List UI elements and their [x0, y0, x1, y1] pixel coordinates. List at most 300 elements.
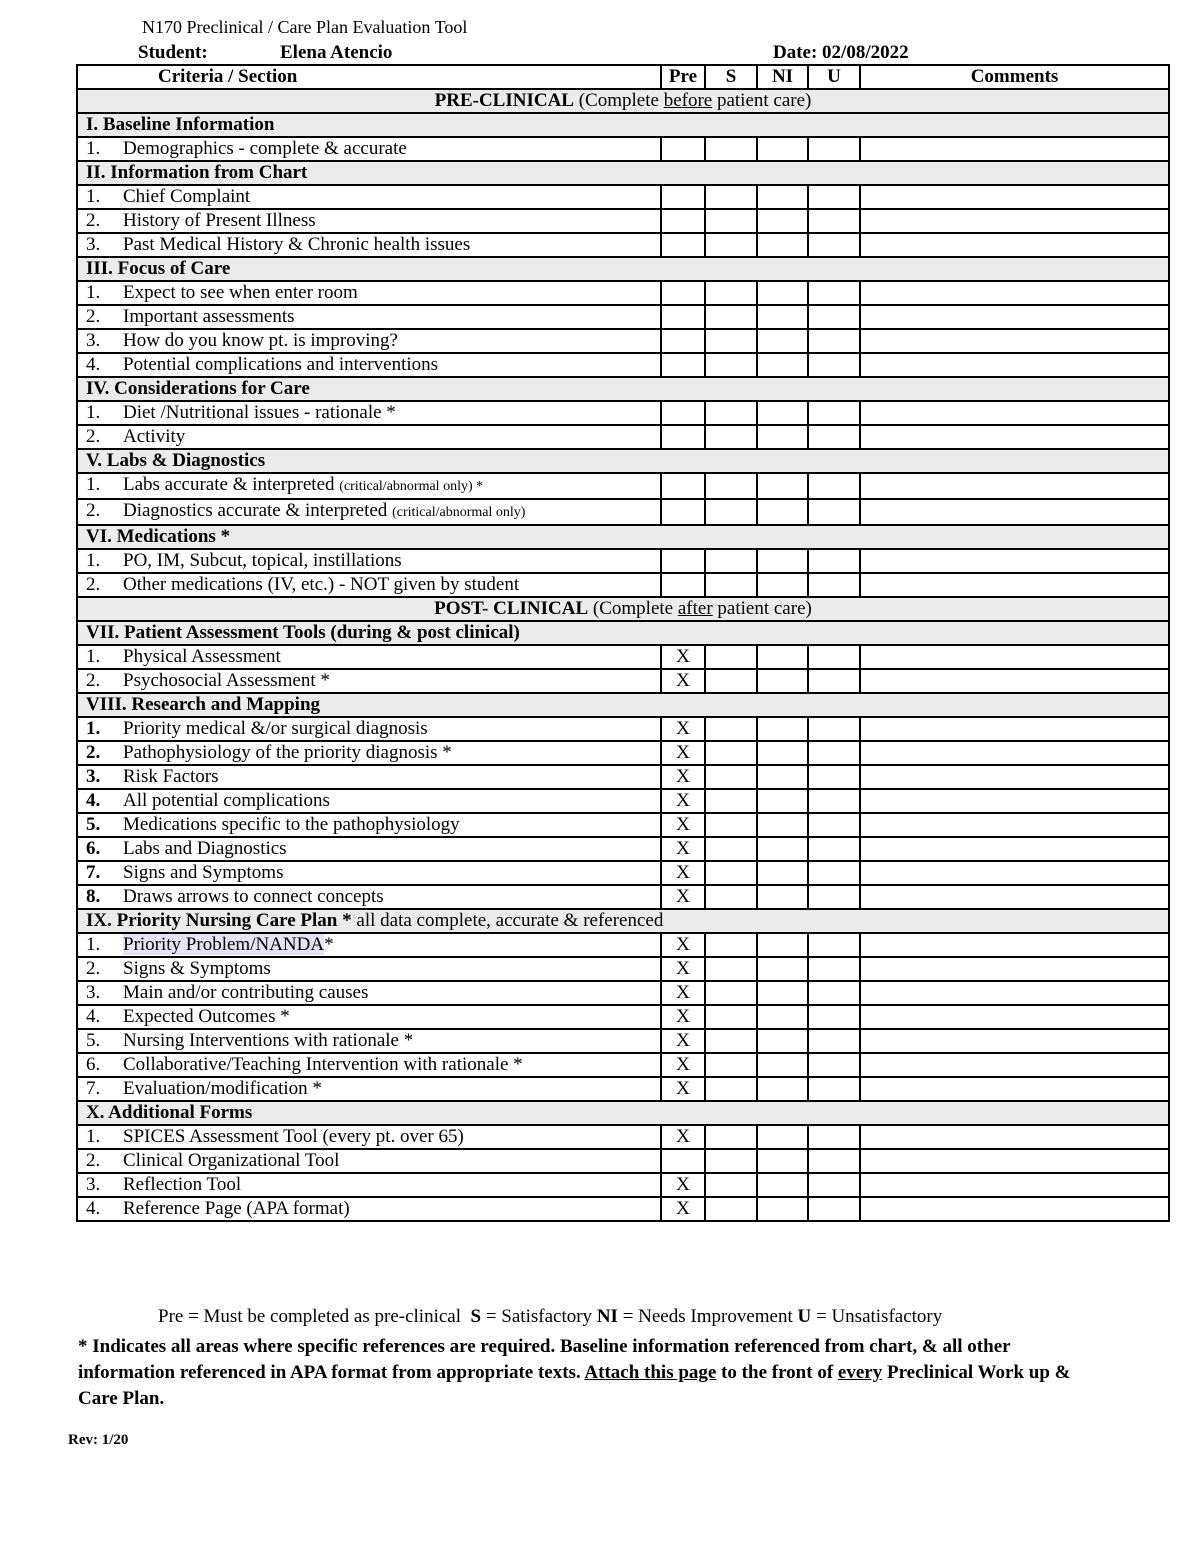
comments-cell[interactable]: [860, 933, 1169, 957]
comments-cell[interactable]: [860, 1197, 1169, 1221]
u-cell[interactable]: [808, 499, 860, 525]
pre-cell: X: [661, 1125, 705, 1149]
comments-cell[interactable]: [860, 185, 1169, 209]
criteria-cell: [77, 1029, 661, 1053]
item-label: Reflection Tool: [123, 1174, 242, 1195]
u-cell[interactable]: [808, 233, 860, 257]
ni-cell[interactable]: [757, 573, 808, 597]
s-cell[interactable]: [705, 717, 757, 741]
section-header-s8: [77, 693, 1169, 717]
item-number: 1.: [86, 934, 101, 955]
s-cell[interactable]: [705, 1077, 757, 1101]
ni-cell[interactable]: [757, 1005, 808, 1029]
comments-cell[interactable]: [860, 789, 1169, 813]
criteria-cell: [77, 957, 661, 981]
pre-cell: [661, 573, 705, 597]
u-cell[interactable]: [808, 957, 860, 981]
pre-clinical-banner-title: PRE-CLINICAL: [434, 90, 574, 111]
section-title: VIII. Research and Mapping: [86, 694, 321, 715]
pre-cell: X: [661, 645, 705, 669]
s-cell[interactable]: [705, 837, 757, 861]
comments-cell[interactable]: [860, 1077, 1169, 1101]
comments-cell[interactable]: [860, 1029, 1169, 1053]
pre-cell: X: [661, 1029, 705, 1053]
section-header-s2: [77, 161, 1169, 185]
ni-cell[interactable]: [757, 401, 808, 425]
comments-cell[interactable]: [860, 981, 1169, 1005]
s-cell[interactable]: [705, 645, 757, 669]
comments-cell[interactable]: [860, 813, 1169, 837]
s-cell[interactable]: [705, 933, 757, 957]
date-field: Date: 02/08/2022: [773, 42, 909, 63]
s-cell[interactable]: [705, 957, 757, 981]
u-cell[interactable]: [808, 933, 860, 957]
section-title: X. Additional Forms: [86, 1102, 253, 1123]
criteria-cell: [77, 765, 661, 789]
criteria-row: [77, 425, 1169, 449]
comments-cell[interactable]: [860, 1005, 1169, 1029]
item-label: Signs and Symptoms: [123, 862, 284, 883]
section-header-s3: [77, 257, 1169, 281]
u-cell[interactable]: [808, 861, 860, 885]
u-cell[interactable]: [808, 1005, 860, 1029]
criteria-row: [77, 669, 1169, 693]
item-number: 4.: [86, 354, 101, 375]
s-cell[interactable]: [705, 1197, 757, 1221]
s-cell[interactable]: [705, 741, 757, 765]
criteria-cell: [77, 1125, 661, 1149]
legend-ni-key: NI: [596, 1306, 618, 1327]
item-label: Priority Problem/NANDA: [123, 934, 325, 955]
item-label: Labs and Diagnostics: [123, 838, 287, 859]
item-number: 4.: [86, 1006, 101, 1027]
comments-cell[interactable]: [860, 401, 1169, 425]
u-cell[interactable]: [808, 353, 860, 377]
post-clinical-banner-title: POST- CLINICAL: [434, 598, 589, 619]
pre-clinical-banner: [77, 89, 1169, 113]
criteria-row: [77, 765, 1169, 789]
s-cell[interactable]: [705, 185, 757, 209]
s-cell[interactable]: [705, 861, 757, 885]
table-header-row: [77, 65, 1169, 89]
item-number: 4.: [86, 1198, 101, 1219]
item-label: History of Present Illness: [123, 210, 316, 231]
s-cell[interactable]: [705, 789, 757, 813]
section-title-cell: [77, 257, 1169, 281]
ni-cell[interactable]: [757, 305, 808, 329]
pre-cell: X: [661, 789, 705, 813]
item-note: (critical/abnormal only): [392, 505, 526, 520]
criteria-cell: [77, 981, 661, 1005]
comments-cell[interactable]: [860, 499, 1169, 525]
item-label: Collaborative/Teaching Intervention with rationale *: [123, 1054, 523, 1075]
evaluation-table: [76, 64, 1170, 1222]
criteria-cell: [77, 717, 661, 741]
pre-cell: [661, 305, 705, 329]
u-cell[interactable]: [808, 329, 860, 353]
s-cell[interactable]: [705, 499, 757, 525]
u-cell[interactable]: [808, 1029, 860, 1053]
item-number: 4.: [86, 790, 101, 811]
u-cell[interactable]: [808, 473, 860, 499]
ni-cell[interactable]: [757, 1029, 808, 1053]
criteria-row: [77, 549, 1169, 573]
ni-cell[interactable]: [757, 549, 808, 573]
comments-cell[interactable]: [860, 305, 1169, 329]
pre-cell: X: [661, 885, 705, 909]
s-cell[interactable]: [705, 353, 757, 377]
u-cell[interactable]: [808, 645, 860, 669]
criteria-cell: [77, 473, 661, 499]
s-cell[interactable]: [705, 813, 757, 837]
ni-cell[interactable]: [757, 1077, 808, 1101]
item-number: 1.: [86, 550, 101, 571]
criteria-row: [77, 981, 1169, 1005]
s-cell[interactable]: [705, 1173, 757, 1197]
section-title: VI. Medications *: [86, 526, 231, 547]
ni-cell[interactable]: [757, 499, 808, 525]
u-cell[interactable]: [808, 1149, 860, 1173]
u-cell[interactable]: [808, 789, 860, 813]
s-cell[interactable]: [705, 209, 757, 233]
item-label: Diagnostics accurate & interpreted: [123, 500, 388, 521]
ni-cell[interactable]: [757, 1173, 808, 1197]
ni-cell[interactable]: [757, 281, 808, 305]
ni-cell[interactable]: [757, 717, 808, 741]
ni-cell[interactable]: [757, 185, 808, 209]
ni-cell[interactable]: [757, 1149, 808, 1173]
criteria-cell: [77, 425, 661, 449]
column-header-s: S: [705, 65, 757, 89]
section-title-cell: [77, 525, 1169, 549]
comments-cell[interactable]: [860, 573, 1169, 597]
criteria-row: [77, 209, 1169, 233]
ni-cell[interactable]: [757, 885, 808, 909]
s-cell[interactable]: [705, 473, 757, 499]
criteria-row: [77, 305, 1169, 329]
comments-cell[interactable]: [860, 885, 1169, 909]
ni-cell[interactable]: [757, 353, 808, 377]
criteria-cell: [77, 789, 661, 813]
item-number: 2.: [86, 670, 101, 691]
u-cell[interactable]: [808, 549, 860, 573]
section-header-s10: [77, 1101, 1169, 1125]
item-label: Priority medical &/or surgical diagnosis: [123, 718, 428, 739]
criteria-row: [77, 861, 1169, 885]
ni-cell[interactable]: [757, 329, 808, 353]
comments-cell[interactable]: [860, 281, 1169, 305]
section-title-suffix: all data complete, accurate & referenced: [351, 910, 664, 931]
section-title-cell: [77, 1101, 1169, 1125]
pre-cell: X: [661, 861, 705, 885]
comments-cell[interactable]: [860, 1125, 1169, 1149]
item-label: Diet /Nutritional issues - rationale *: [123, 402, 396, 423]
ni-cell[interactable]: [757, 425, 808, 449]
u-cell[interactable]: [808, 425, 860, 449]
criteria-cell: [77, 353, 661, 377]
u-cell[interactable]: [808, 981, 860, 1005]
ni-cell[interactable]: [757, 1197, 808, 1221]
item-label: Expected Outcomes *: [123, 1006, 290, 1027]
comments-cell[interactable]: [860, 957, 1169, 981]
criteria-cell: [77, 1149, 661, 1173]
s-cell[interactable]: [705, 1053, 757, 1077]
comments-cell[interactable]: [860, 329, 1169, 353]
section-title-cell: [77, 621, 1169, 645]
item-label: Main and/or contributing causes: [123, 982, 369, 1003]
comments-cell[interactable]: [860, 669, 1169, 693]
criteria-row: [77, 789, 1169, 813]
footnote-text-1: * Indicates all areas where specific references are required. Baseline information referenced from chart, & all other information referenced in APA format from appropriate texts.: [78, 1336, 1011, 1383]
criteria-row: [77, 933, 1169, 957]
ni-cell[interactable]: [757, 645, 808, 669]
u-cell[interactable]: [808, 185, 860, 209]
item-label: Pathophysiology of the priority diagnosis *: [123, 742, 452, 763]
s-cell[interactable]: [705, 765, 757, 789]
legend-u-key: U: [797, 1306, 812, 1327]
student-label: Student:: [138, 42, 208, 63]
pre-cell: [661, 233, 705, 257]
item-number: 1.: [86, 282, 101, 303]
legend-s-text: = Satisfactory: [481, 1306, 597, 1327]
ni-cell[interactable]: [757, 137, 808, 161]
item-label: Signs & Symptoms: [123, 958, 271, 979]
item-number: 1.: [86, 718, 101, 739]
item-number: 6.: [86, 838, 101, 859]
u-cell[interactable]: [808, 281, 860, 305]
criteria-row: [77, 813, 1169, 837]
section-title-cell: [77, 693, 1169, 717]
s-cell[interactable]: [705, 233, 757, 257]
section-title-cell: [77, 377, 1169, 401]
comments-cell[interactable]: [860, 717, 1169, 741]
ni-cell[interactable]: [757, 473, 808, 499]
u-cell[interactable]: [808, 813, 860, 837]
ni-cell[interactable]: [757, 861, 808, 885]
pre-cell: X: [661, 933, 705, 957]
item-label: All potential complications: [123, 790, 330, 811]
comments-cell[interactable]: [860, 837, 1169, 861]
pre-cell: X: [661, 1005, 705, 1029]
ni-cell[interactable]: [757, 957, 808, 981]
item-number: 2.: [86, 306, 101, 327]
criteria-cell: [77, 1077, 661, 1101]
item-label: Past Medical History & Chronic health issues: [123, 234, 471, 255]
u-cell[interactable]: [808, 837, 860, 861]
item-number: 3.: [86, 1174, 101, 1195]
ni-cell[interactable]: [757, 789, 808, 813]
section-title: III. Focus of Care: [86, 258, 231, 279]
criteria-row: [77, 741, 1169, 765]
s-cell[interactable]: [705, 401, 757, 425]
ni-cell[interactable]: [757, 741, 808, 765]
u-cell[interactable]: [808, 1077, 860, 1101]
criteria-cell: [77, 233, 661, 257]
s-cell[interactable]: [705, 281, 757, 305]
post-clinical-banner-cell: [77, 597, 1169, 621]
pre-cell: X: [661, 1173, 705, 1197]
u-cell[interactable]: [808, 885, 860, 909]
item-label: Medications specific to the pathophysiology: [123, 814, 460, 835]
comments-cell[interactable]: [860, 549, 1169, 573]
criteria-row: [77, 353, 1169, 377]
pre-cell: [661, 185, 705, 209]
criteria-row: [77, 1005, 1169, 1029]
s-cell[interactable]: [705, 329, 757, 353]
u-cell[interactable]: [808, 765, 860, 789]
comments-cell[interactable]: [860, 861, 1169, 885]
s-cell[interactable]: [705, 1005, 757, 1029]
ni-cell[interactable]: [757, 1053, 808, 1077]
u-cell[interactable]: [808, 741, 860, 765]
u-cell[interactable]: [808, 1053, 860, 1077]
legend-ni-text: = Needs Improvement: [617, 1306, 798, 1327]
footnote-text-3: Preclinical Work up & Care Plan.: [78, 1362, 1071, 1409]
comments-cell[interactable]: [860, 1173, 1169, 1197]
criteria-row: [77, 1197, 1169, 1221]
ni-cell[interactable]: [757, 1125, 808, 1149]
u-cell[interactable]: [808, 573, 860, 597]
ni-cell[interactable]: [757, 981, 808, 1005]
comments-cell[interactable]: [860, 1053, 1169, 1077]
ni-cell[interactable]: [757, 765, 808, 789]
post-clinical-banner: [77, 597, 1169, 621]
u-cell[interactable]: [808, 1173, 860, 1197]
s-cell[interactable]: [705, 305, 757, 329]
item-number: 2.: [86, 426, 101, 447]
comments-cell[interactable]: [860, 137, 1169, 161]
pre-cell: X: [661, 837, 705, 861]
legend-s-key: S: [470, 1306, 482, 1327]
ni-cell[interactable]: [757, 669, 808, 693]
pre-clinical-banner-text-end: patient care): [712, 90, 812, 111]
criteria-cell: [77, 185, 661, 209]
s-cell[interactable]: [705, 549, 757, 573]
s-cell[interactable]: [705, 137, 757, 161]
column-header-ni: NI: [757, 65, 808, 89]
item-label: Nursing Interventions with rationale *: [123, 1030, 414, 1051]
ni-cell[interactable]: [757, 233, 808, 257]
u-cell[interactable]: [808, 401, 860, 425]
s-cell[interactable]: [705, 669, 757, 693]
comments-cell[interactable]: [860, 353, 1169, 377]
comments-cell[interactable]: [860, 473, 1169, 499]
pre-cell: X: [661, 813, 705, 837]
student-name: Elena Atencio: [280, 42, 393, 63]
s-cell[interactable]: [705, 885, 757, 909]
item-label: Risk Factors: [123, 766, 219, 787]
item-number: 1.: [86, 402, 101, 423]
section-header-s9: [77, 909, 1169, 933]
s-cell[interactable]: [705, 1125, 757, 1149]
item-note: (critical/abnormal only) *: [339, 479, 484, 494]
column-header-criteria: Criteria / Section: [77, 65, 661, 89]
criteria-cell: [77, 813, 661, 837]
criteria-cell: [77, 1197, 661, 1221]
ni-cell[interactable]: [757, 813, 808, 837]
pre-cell: [661, 209, 705, 233]
section-title: V. Labs & Diagnostics: [86, 450, 266, 471]
section-title-cell: [77, 449, 1169, 473]
column-header-u: U: [808, 65, 860, 89]
criteria-row: [77, 473, 1169, 499]
ni-cell[interactable]: [757, 933, 808, 957]
criteria-cell: [77, 837, 661, 861]
s-cell[interactable]: [705, 981, 757, 1005]
document-title: N170 Preclinical / Care Plan Evaluation Tool: [142, 17, 468, 37]
s-cell[interactable]: [705, 573, 757, 597]
ni-cell[interactable]: [757, 837, 808, 861]
item-number: 3.: [86, 766, 101, 787]
comments-cell[interactable]: [860, 233, 1169, 257]
item-label: Other medications (IV, etc.) - NOT given by student: [123, 574, 520, 595]
item-number: 1.: [86, 474, 101, 495]
section-header-s7: [77, 621, 1169, 645]
pre-cell: [661, 281, 705, 305]
item-label: Potential complications and interventions: [123, 354, 439, 375]
section-title: IX. Priority Nursing Care Plan *: [86, 910, 352, 931]
comments-cell[interactable]: [860, 765, 1169, 789]
comments-cell[interactable]: [860, 209, 1169, 233]
criteria-cell: [77, 329, 661, 353]
u-cell[interactable]: [808, 1197, 860, 1221]
criteria-row: [77, 499, 1169, 525]
u-cell[interactable]: [808, 717, 860, 741]
item-number: 3.: [86, 982, 101, 1003]
comments-cell[interactable]: [860, 425, 1169, 449]
criteria-row: [77, 1149, 1169, 1173]
comments-cell[interactable]: [860, 1149, 1169, 1173]
item-label: Chief Complaint: [123, 186, 251, 207]
s-cell[interactable]: [705, 1029, 757, 1053]
u-cell[interactable]: [808, 669, 860, 693]
ni-cell[interactable]: [757, 209, 808, 233]
u-cell[interactable]: [808, 209, 860, 233]
criteria-row: [77, 645, 1169, 669]
criteria-cell: [77, 1173, 661, 1197]
item-number: 3.: [86, 234, 101, 255]
pre-cell: [661, 1149, 705, 1173]
section-title: VII. Patient Assessment Tools (during & post clinical): [86, 622, 520, 643]
footnote-every: every: [837, 1362, 883, 1383]
item-number: 5.: [86, 814, 101, 835]
criteria-cell: [77, 305, 661, 329]
pre-cell: [661, 401, 705, 425]
pre-cell: X: [661, 669, 705, 693]
u-cell[interactable]: [808, 137, 860, 161]
section-title-cell: [77, 909, 1169, 933]
comments-cell[interactable]: [860, 645, 1169, 669]
criteria-cell: [77, 499, 661, 525]
pre-cell: X: [661, 1053, 705, 1077]
post-clinical-banner-text: (Complete: [588, 598, 678, 619]
item-label: Demographics - complete & accurate: [123, 138, 407, 159]
s-cell[interactable]: [705, 1149, 757, 1173]
criteria-cell: [77, 1053, 661, 1077]
comments-cell[interactable]: [860, 741, 1169, 765]
item-label: Physical Assessment: [123, 646, 281, 667]
column-header-comments: Comments: [860, 65, 1169, 89]
u-cell[interactable]: [808, 1125, 860, 1149]
s-cell[interactable]: [705, 425, 757, 449]
footnote-text-2: to the front of: [716, 1362, 838, 1383]
item-label: Activity: [123, 426, 186, 447]
pre-clinical-banner-text: (Complete: [573, 90, 664, 111]
u-cell[interactable]: [808, 305, 860, 329]
criteria-row: [77, 1077, 1169, 1101]
pre-cell: [661, 137, 705, 161]
pre-cell: X: [661, 765, 705, 789]
